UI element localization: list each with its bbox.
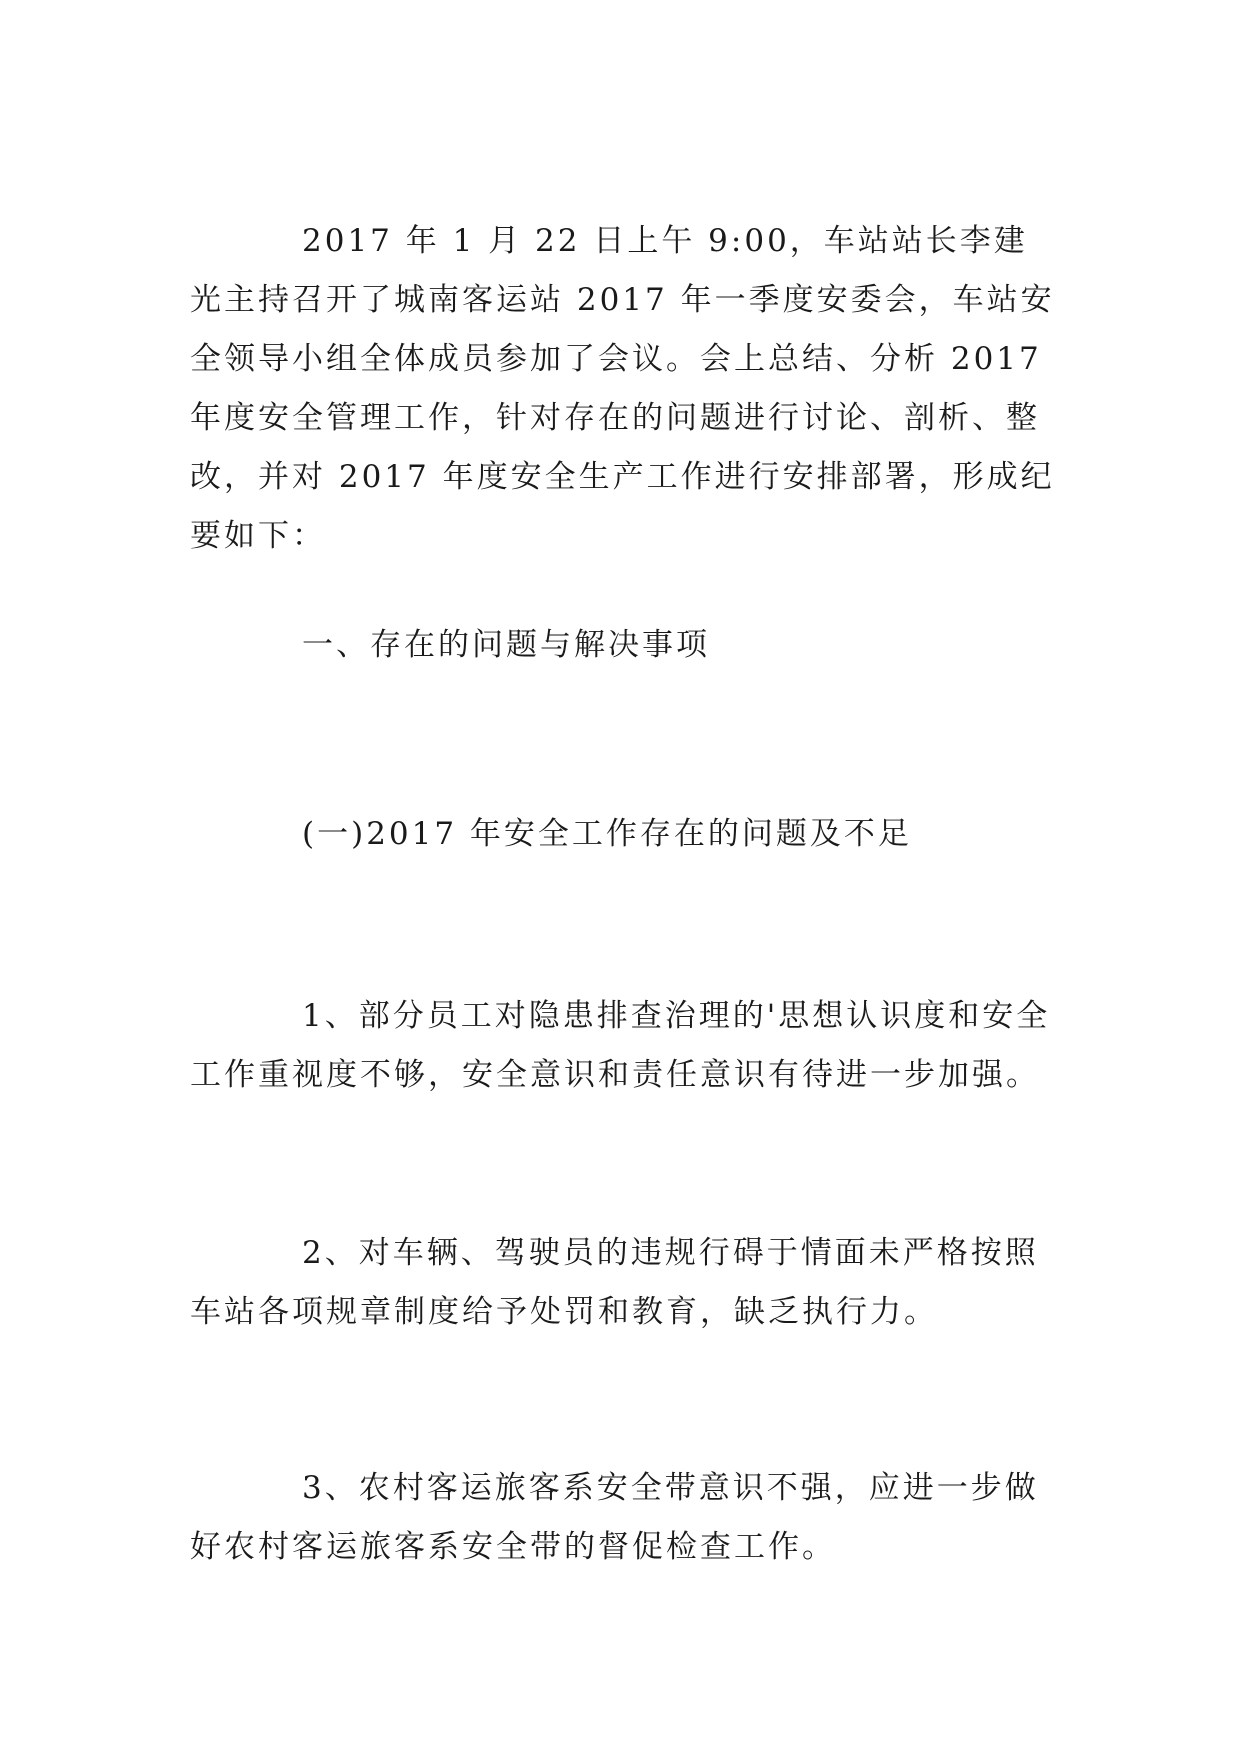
section-heading-problems: 一、存在的问题与解决事项	[302, 627, 710, 663]
list-item-3: 3、农村客运旅客系安全带意识不强，应进一步做好农村客运旅客系安全带的督促检查工作。	[190, 1470, 1039, 1565]
subsection-heading-shortcomings: (一)2017 年安全工作存在的问题及不足	[302, 816, 912, 852]
list-item-2: 2、对车辆、驾驶员的违规行碍于情面未严格按照车站各项规章制度给予处罚和教育，缺乏执行力。	[190, 1235, 1039, 1330]
list-item-1: 1、部分员工对隐患排查治理的'思想认识度和安全工作重视度不够，安全意识和责任意识有待进一步加强。	[190, 998, 1051, 1093]
intro-paragraph: 2017 年 1 月 22 日上午 9:00，车站站长李建光主持召开了城南客运站 2017 年一季度安委会，车站安全领导小组全体成员参加了会议。会上总结、分析 2017 年度安全管理工作，针对存在的问题进行讨论、剖析、整改，并对 2017 年度安全生产工作进行安排部署，形成纪要如下：	[190, 223, 1055, 554]
